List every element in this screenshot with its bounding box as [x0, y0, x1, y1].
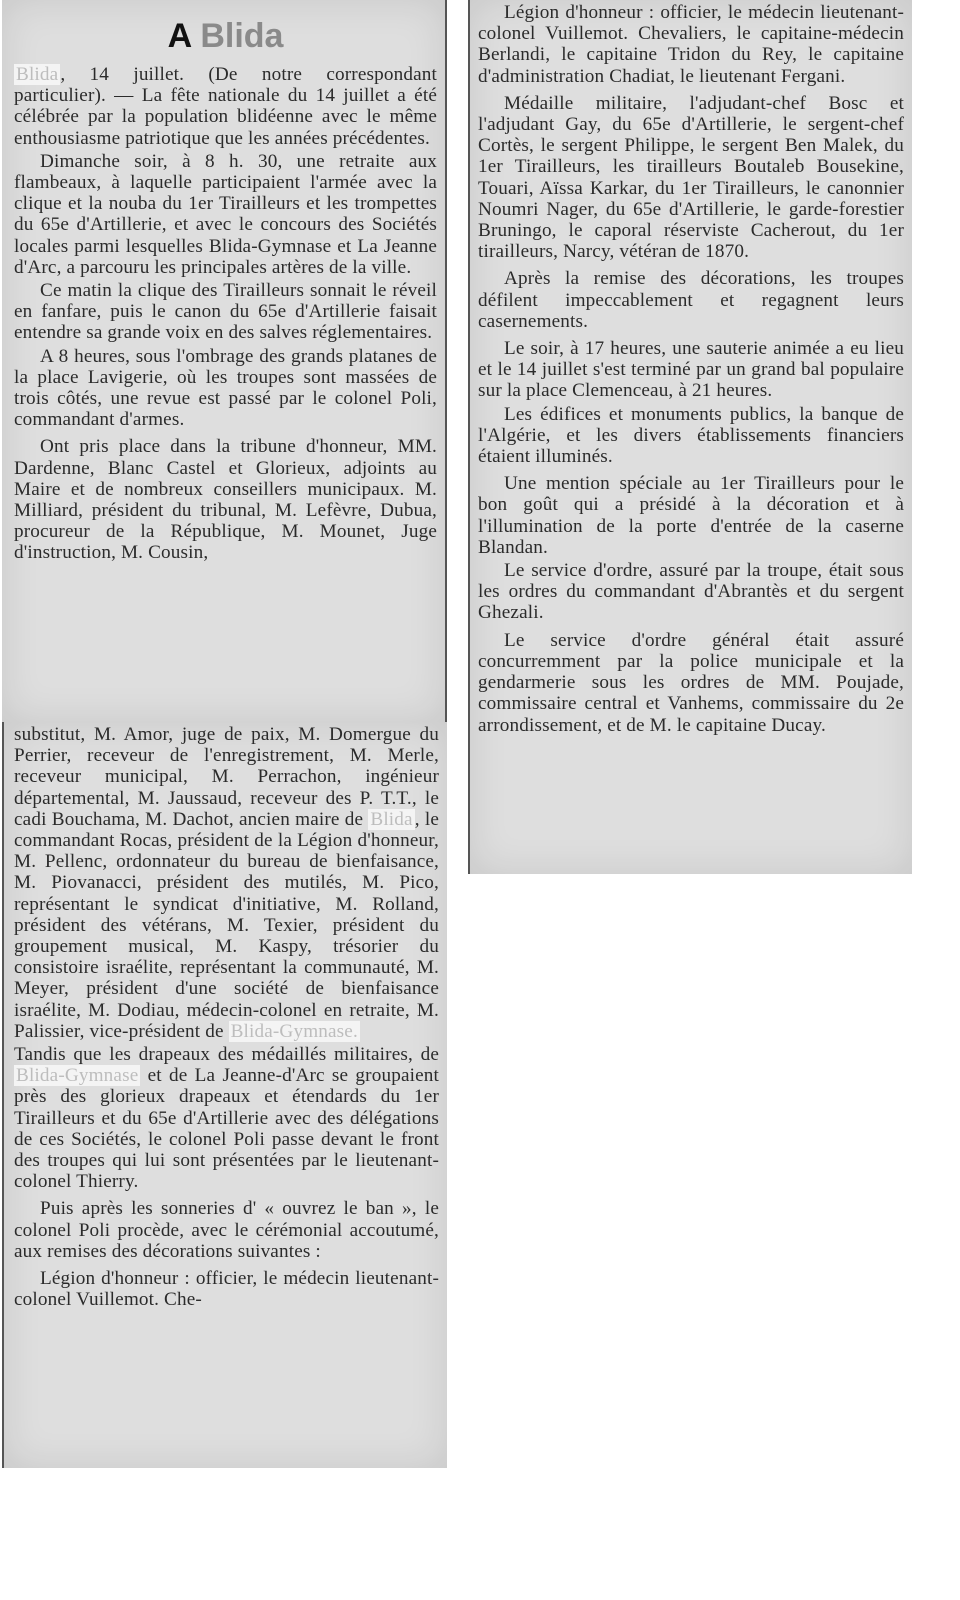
article-column-b	[468, 0, 912, 874]
place-name-erased: Blida	[370, 808, 413, 830]
society-name-erased: Blida-Gymnase	[16, 1065, 139, 1087]
paragraph-service-ordre: Le service d'ordre, assuré par la troupe, était sous les ordres du commandant d'Abrantès et du sergent Ghezali.	[478, 560, 904, 624]
paragraph-drapeaux	[14, 1044, 439, 1192]
paragraph-officials-part2: , le commandant Rocas, président de la Légion d'honneur, M. Pellenc, ordonnateur du bureau de bienfaisance, M. Piovanacci, président des mutilés, M. Pico, représentant le syndicat d'initiative, M. Rolland, président des vétérans, M. Texier, président du groupement musical, M. Kaspy, trésorier du consistoire israélite, représentant la communauté, M. Meyer, président d'une société de bienfaisance israélite, M. Dodiau, médecin-colonel en retraite, M. Palissier, vice-président de	[14, 808, 439, 1042]
article-column-a-bottom	[2, 722, 447, 1468]
headline-place: Blida	[200, 17, 284, 55]
paragraph-medaille-militaire: Médaille militaire, l'adjudant-chef Bosc et l'adjudant Gay, du 65e d'Artillerie, le sergent-chef Cortès, le sergent Philippe, le sergent Ben Malek, du 1er Tirailleurs, les tirailleurs Boutaleb Bousekine, Touari, Aïssa Karkar, du 1er Tirailleurs, le canonnier Noumri Nager, du 65e d'Artillerie, le garde-forestier Bruningo, le caporal réserviste Cacherout, du 1er tirailleurs, Narcy, vétéran de 1870.	[478, 92, 904, 263]
paragraph-intro-text: , 14 juillet. (De notre correspondant particulier). — La fête nationale du 14 juillet a été célébrée par la population blidéenne avec le même enthousiasme patriotique que les années précédentes.	[14, 64, 437, 149]
place-name-erased: Blida	[16, 64, 59, 85]
paragraph-service-general: Le service d'ordre général était assuré concurremment par la police municipale et la gendarmerie sous les ordres de MM. Poujade, commissaire central et Vanhems, commissaire du 2e arrondissement, et de M. le capitaine Ducay.	[478, 629, 904, 736]
paragraph-ban: Puis après les sonneries d' « ouvrez le ban », le colonel Poli procède, avec le cérémonial accoutumé, aux remises des décorations suivantes :	[14, 1198, 439, 1262]
article-headline	[14, 16, 437, 56]
paragraph-revue: A 8 heures, sous l'ombrage des grands platanes de la place Lavigerie, où les troupes sont massées de trois côtés, une revue est passé par le colonel Poli, commandant d'armes.	[14, 345, 437, 431]
paragraph-mention: Une mention spéciale au 1er Tirailleurs pour le bon goût qui a présidé à la décoration et à l'illumination de la porte d'entrée de la caserne Blandan.	[478, 473, 904, 558]
paragraph-illuminations: Les édifices et monuments publics, la banque de l'Algérie, et les divers établissements financiers étaient illuminés.	[478, 403, 904, 468]
paragraph-legion-start: Légion d'honneur : officier, le médecin lieutenant-colonel Vuillemot. Che-	[14, 1268, 439, 1311]
paragraph-drapeaux-part1: Tandis que les drapeaux des médaillés militaires, de	[14, 1044, 439, 1066]
paragraph-drapeaux-part2: et de La Jeanne-d'Arc se groupaient près des glorieux drapeaux et étendards du 1er Tirailleurs et du 65e d'Artillerie avec des délégations de ces Sociétés, le colonel Poli passe devant le front des troupes qui lui sont présentées par le lieutenant-colonel Thierry.	[14, 1065, 439, 1193]
paragraph-retraite: Dimanche soir, à 8 h. 30, une retraite aux flambeaux, à laquelle participaient l'armée avec la clique et la nouba du 1er Tirailleurs et les trompettes du 65e d'Artillerie, et avec le concours des Sociétés locales parmi lesquelles Blida-Gymnase et La Jeanne d'Arc, a parcouru les principales artères de la ville.	[14, 150, 437, 278]
paragraph-officials-part1: substitut, M. Amor, juge de paix, M. Domergue du Perrier, receveur de l'enregistrement, M. Merle, receveur municipal, M. Perrachon, ingénieur départemental, M. Jaussaud, receveur des P. T.T., le cadi Bouchama, M. Dachot, ancien maire de	[14, 724, 439, 830]
society-name-erased: Blida-Gymnase.	[230, 1020, 358, 1042]
headline-prefix: A	[167, 17, 191, 55]
paragraph-intro	[14, 64, 437, 149]
article-column-a-top	[2, 0, 447, 722]
paragraph-officials	[14, 724, 439, 1042]
paragraph-defile: Après la remise des décorations, les troupes défilent impeccablement et regagnent leurs casernements.	[478, 268, 904, 332]
paragraph-soir: Le soir, à 17 heures, une sauterie animée a eu lieu et le 14 juillet s'est terminé par un grand bal populaire sur la place Clemenceau, à 21 heures.	[478, 338, 904, 402]
paragraph-legion-honneur: Légion d'honneur : officier, le médecin lieutenant-colonel Vuillemot. Chevaliers, le capitaine-médecin Berlandi, le capitaine Tridon du Rey, le capitaine d'administration Chadiat, le lieutenant Fergani.	[478, 2, 904, 87]
paragraph-tribune: Ont pris place dans la tribune d'honneur, MM. Dardenne, Blanc Castel et Glorieux, adjoints au Maire et de nombreux conseillers municipaux. M. Milliard, président du tribunal, M. Lefèvre, Dubua, procureur de la République, M. Mounet, Juge d'instruction, M. Cousin,	[14, 436, 437, 564]
paragraph-reveil: Ce matin la clique des Tirailleurs sonnait le réveil en fanfare, puis le canon du 65e d'Artillerie faisait entendre sa grande voix en des salves réglementaires.	[14, 280, 437, 344]
